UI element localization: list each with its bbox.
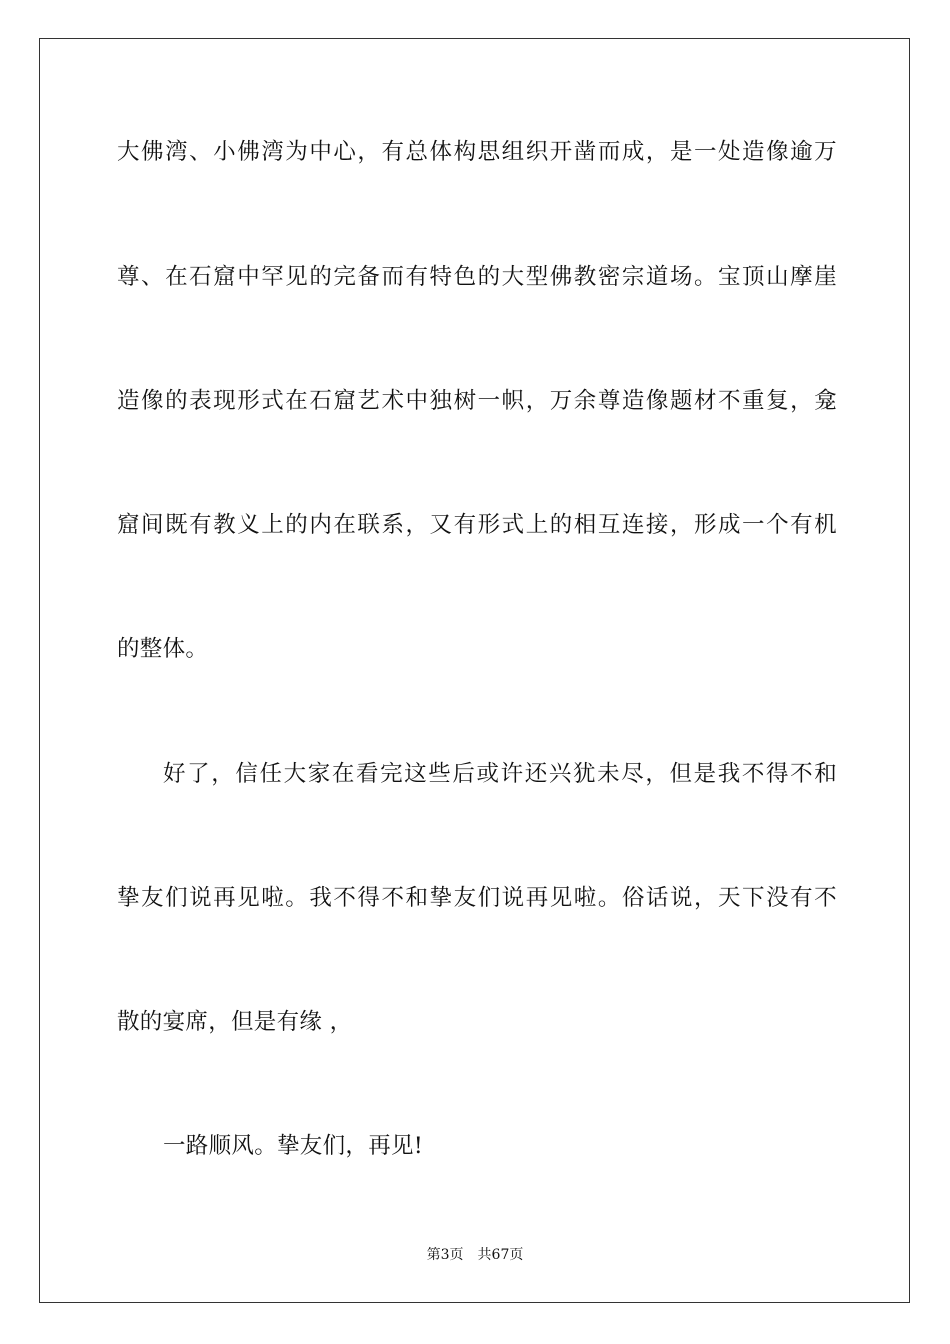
page-border [39, 38, 910, 1303]
paragraph-line: 一路顺风。挚友们，再见! [163, 1133, 424, 1159]
paragraph-line: 好了，信任大家在看完这些后或许还兴犹未尽，但是我不得不和 [163, 761, 837, 787]
page-total: 共67页 [477, 1247, 524, 1263]
page-number: 第3页 [426, 1247, 464, 1263]
paragraph-line: 造像的表现形式在石窟艺术中独树一帜，万余尊造像题材不重复，龛 [117, 388, 837, 414]
paragraph-line: 窟间既有教义上的内在联系，又有形式上的相互连接，形成一个有机 [117, 512, 837, 538]
paragraph-line: 散的宴席，但是有缘 ， [117, 1009, 353, 1035]
paragraph-line: 的整体。 [117, 636, 209, 662]
page-footer [0, 1246, 950, 1264]
paragraph-line: 大佛湾、小佛湾为中心，有总体构思组织开凿而成，是一处造像逾万 [117, 139, 837, 165]
paragraph-line: 尊、在石窟中罕见的完备而有特色的大型佛教密宗道场。宝顶山摩崖 [117, 264, 837, 290]
paragraph-line: 挚友们说再见啦。我不得不和挚友们说再见啦。俗话说，天下没有不 [117, 885, 837, 911]
